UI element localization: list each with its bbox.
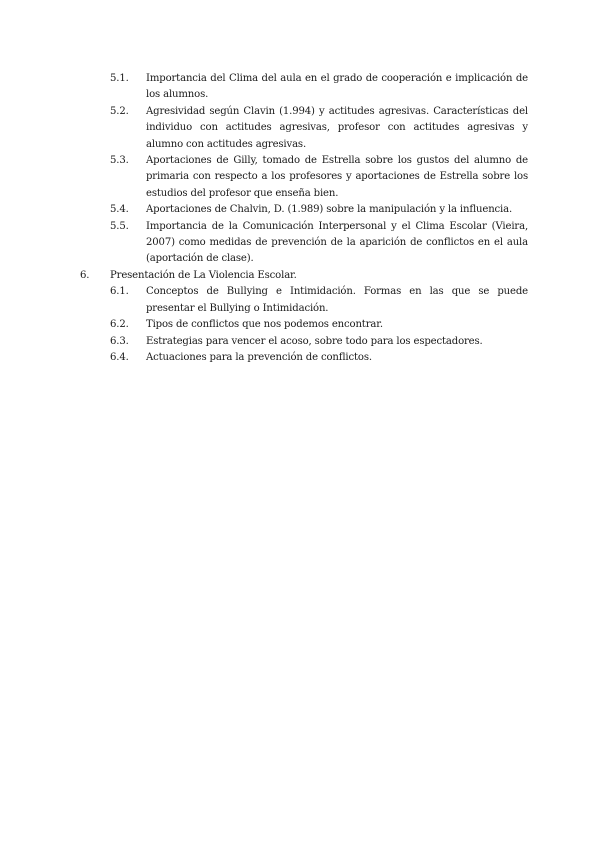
list-item xyxy=(80,350,528,366)
item-number: 6.2. xyxy=(110,319,129,331)
item-number: 5.3. xyxy=(110,155,129,167)
outline-list xyxy=(80,71,528,366)
item-number: 6.3. xyxy=(110,335,129,347)
section-heading xyxy=(80,268,528,284)
item-text: Importancia del Clima del aula en el grado de cooperación e implicación de los alumnos. xyxy=(146,73,528,101)
list-item xyxy=(80,153,528,202)
list-item xyxy=(80,334,528,350)
item-number: 5.5. xyxy=(110,220,129,232)
item-number: 5.2. xyxy=(110,105,129,117)
item-text: Agresividad según Clavin (1.994) y actitudes agresivas. Características del individuo con actitudes agresivas, profesor con actitudes agresivas y alumno con actitudes agresivas. xyxy=(146,105,528,150)
item-text: Estrategias para vencer el acoso, sobre todo para los espectadores. xyxy=(146,335,483,347)
item-text: Tipos de conflictos que nos podemos encontrar. xyxy=(146,319,383,331)
item-number: 5.1. xyxy=(110,73,129,84)
item-text: Aportaciones de Gilly, tomado de Estrella sobre los gustos del alumno de primaria con respecto a los profesores y aportaciones de Estrella sobre los estudios del profesor que enseña bien. xyxy=(146,155,528,199)
list-item xyxy=(80,317,528,333)
item-text: Aportaciones de Chalvin, D. (1.989) sobre la manipulación y la influencia. xyxy=(146,204,513,216)
section-title: Presentación de La Violencia Escolar. xyxy=(110,269,297,281)
item-number: 5.4. xyxy=(110,204,129,216)
list-item xyxy=(80,284,528,317)
item-text: Conceptos de Bullying e Intimidación. Formas en las que se puede presentar el Bullying o Intimidación. xyxy=(146,286,528,314)
list-item xyxy=(80,202,528,218)
list-item xyxy=(80,104,528,153)
item-text: Actuaciones para la prevención de conflictos. xyxy=(146,351,372,363)
item-text: Importancia de la Comunicación Interpersonal y el Clima Escolar (Vieira, 2007) como medidas de prevención de la aparición de conflictos en el aula (aportación de clase). xyxy=(146,220,528,265)
list-item xyxy=(80,219,528,268)
item-number: 6.4. xyxy=(110,351,129,363)
list-item xyxy=(80,71,528,104)
section-number: 6. xyxy=(80,269,90,281)
item-number: 6.1. xyxy=(110,286,129,298)
